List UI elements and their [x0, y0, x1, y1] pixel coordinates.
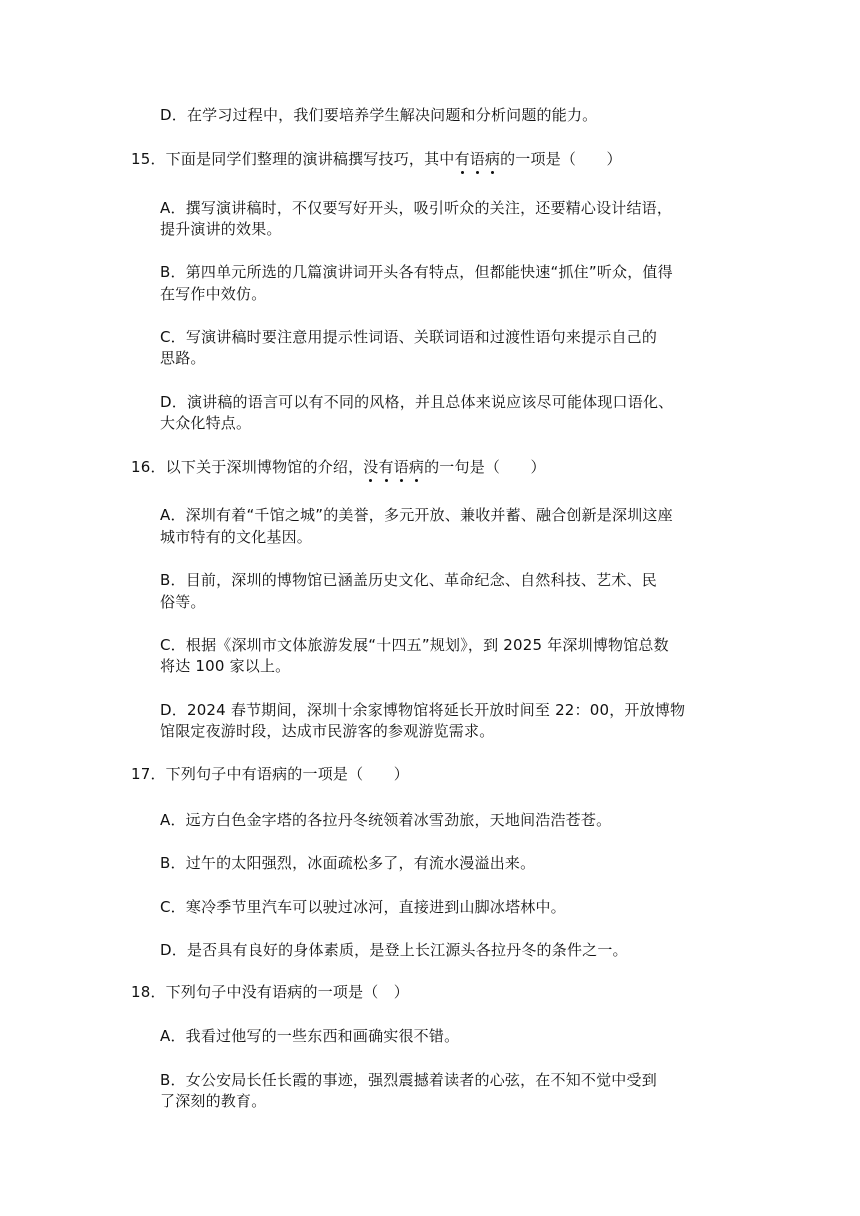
q16-option-c-line2: 将达 100 家以上。: [160, 657, 291, 675]
q16-option-a-line1: A．深圳有着“千馆之城”的美誉，多元开放、兼收并蓄、融合创新是深圳这座: [160, 506, 673, 524]
q17-option-d: D．是否具有良好的身体素质，是登上长江源头各拉丹冬的条件之一。: [160, 941, 628, 959]
q15-option-b-line2: 在写作中效仿。: [160, 285, 267, 303]
q16-stem: [131, 457, 546, 477]
q16-option-c-line1: C．根据《深圳市文体旅游发展“十四五”规划》，到 2025 年深圳博物馆总数: [160, 636, 669, 654]
q14-option-d: D．在学习过程中，我们要培养学生解决问题和分析问题的能力。: [160, 106, 598, 124]
q15-stem: [131, 149, 622, 169]
q15-option-b-line1: B．第四单元所选的几篇演讲词开头各有特点，但都能快速“抓住”听众，值得: [160, 263, 673, 281]
emphasis-char: 有: [454, 150, 470, 168]
emphasis-char: 病: [408, 458, 425, 476]
q18-stem: 18．下列句子中没有语病的一项是（ ）: [131, 983, 409, 1001]
q18-option-b-line2: 了深刻的教育。: [160, 1092, 267, 1110]
emphasis-char: 语: [393, 458, 409, 476]
q16-stem-pre: 16．以下关于深圳博物馆的介绍，: [131, 458, 364, 476]
q16-option-d-line1: D．2024 春节期间，深圳十余家博物馆将延长开放时间至 22：00，开放博物: [160, 701, 686, 719]
q16-stem-post: 的一句是（ ）: [424, 458, 546, 476]
q17-stem: 17．下列句子中有语病的一项是（ ）: [131, 765, 409, 783]
q16-option-a-line2: 城市特有的文化基因。: [160, 528, 313, 546]
emphasis-char: 没: [363, 458, 379, 476]
q17-option-c: C．寒冷季节里汽车可以驶过冰河，直接进到山脚冰塔林中。: [160, 898, 566, 916]
emphasis-char: 病: [484, 150, 501, 168]
q15-option-c-line2: 思路。: [160, 349, 206, 367]
q15-option-a-line1: A．撰写演讲稿时，不仅要写好开头，吸引听众的关注，还要精心设计结语，: [160, 199, 673, 217]
q17-option-b: B．过午的太阳强烈，冰面疏松多了，有流水漫溢出来。: [160, 854, 536, 872]
q15-stem-post: 的一项是（ ）: [500, 150, 622, 168]
emphasis-char: 语: [469, 150, 485, 168]
q15-option-a-line2: 提升演讲的效果。: [160, 220, 282, 238]
q16-option-b-line2: 俗等。: [160, 593, 206, 611]
q16-option-d-line2: 馆限定夜游时段，达成市民游客的参观游览需求。: [160, 722, 495, 740]
q18-option-a: A．我看过他写的一些东西和画确实很不错。: [160, 1027, 460, 1045]
q18-option-b-line1: B．女公安局长任长霞的事迹，强烈震撼着读者的心弦，在不知不觉中受到: [160, 1071, 657, 1089]
q15-option-d-line1: D．演讲稿的语言可以有不同的风格，并且总体来说应该尽可能体现口语化、: [160, 393, 674, 411]
emphasis-char: 有: [378, 458, 394, 476]
q16-option-b-line1: B．目前，深圳的博物馆已涵盖历史文化、革命纪念、自然科技、艺术、民: [160, 571, 657, 589]
q17-option-a: A．远方白色金字塔的各拉丹冬统领着冰雪劲旅，天地间浩浩苍苍。: [160, 811, 612, 829]
q15-option-d-line2: 大众化特点。: [160, 414, 252, 432]
q15-option-c-line1: C．写演讲稿时要注意用提示性词语、关联词语和过渡性语句来提示自己的: [160, 328, 658, 346]
q15-stem-pre: 15．下面是同学们整理的演讲稿撰写技巧，其中: [131, 150, 455, 168]
